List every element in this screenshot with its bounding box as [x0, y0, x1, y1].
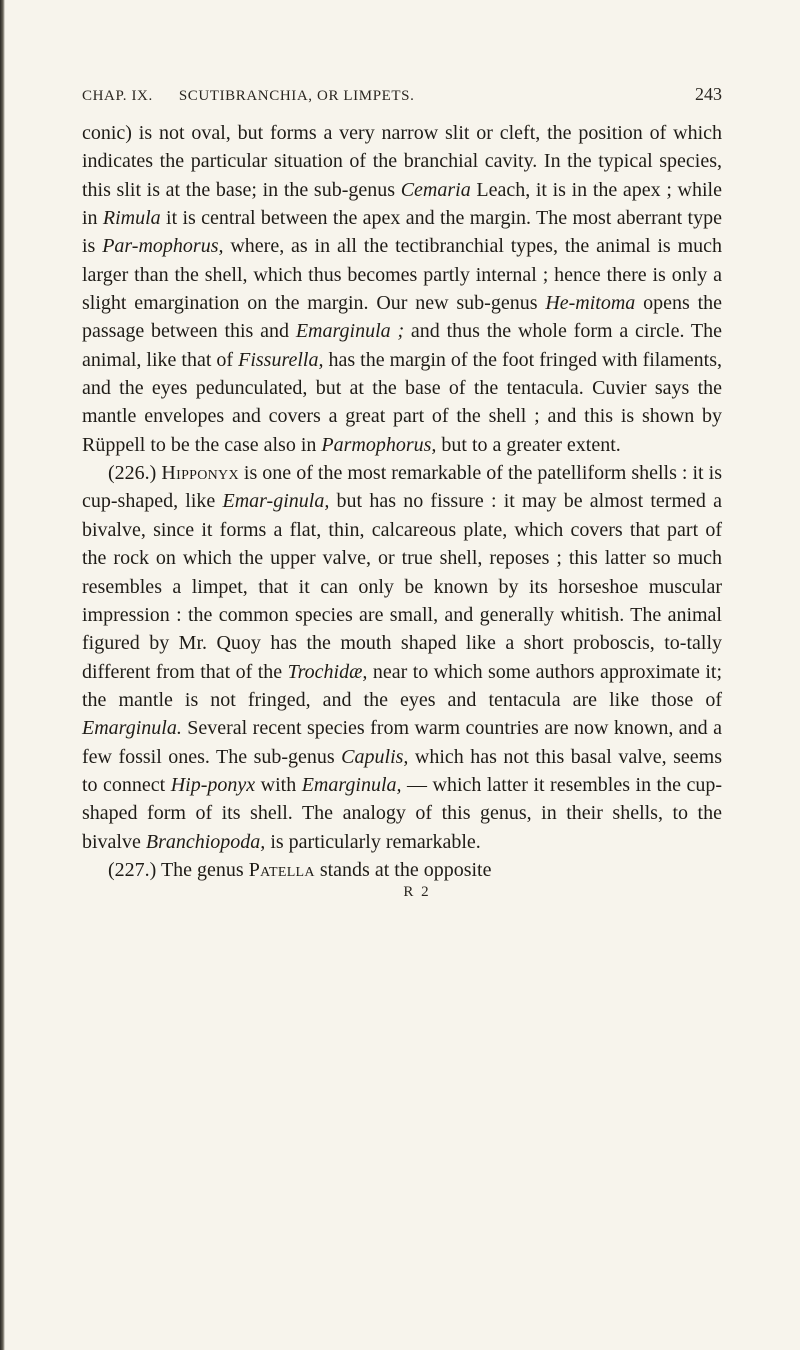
text-run: near to which some authors approximate it; the mantle is not fringed, and the eyes and tentacula are like those of [82, 660, 722, 711]
italic-term: Emarginula, [301, 773, 402, 796]
paragraph-continuation [82, 119, 722, 459]
paragraph-227 [82, 856, 722, 884]
small-caps-term: Patella [248, 858, 315, 881]
page-binding-edge [0, 0, 5, 1350]
chapter-label: CHAP. IX. [82, 88, 153, 104]
text-run: stands at the opposite [314, 858, 492, 881]
text-run: (226.) [108, 462, 162, 485]
body-text [82, 119, 722, 884]
italic-term: Capulis, [341, 745, 409, 768]
text-run: and thus the whole form a circle. The animal, like that of [82, 320, 722, 371]
text-run: is one of the most remarkable of the patelliform shells : it is cup-shaped, like [82, 462, 722, 513]
italic-term: Emarginula. [82, 717, 182, 740]
italic-term: Emar-ginula, [222, 490, 330, 513]
italic-term: Trochidæ, [287, 660, 368, 683]
italic-term: Par-mophorus, [102, 235, 224, 258]
italic-term: Parmophorus, [321, 433, 437, 456]
text-run: conic) is not oval, but forms a very narrow slit or cleft, the position of which indicates the particular situation of the branchial cavity. In the typical species, this slit is at the base; in the sub-genus [82, 122, 722, 201]
text-run: but has no fissure : it may be almost termed a bivalve, since it forms a flat, thin, calcareous plate, which covers that part of the rock on which the upper valve, or true shell, reposes ; this latter so much resembles a limpet, that it can only be known by its horseshoe muscular impression : the common species are small, and generally whitish. The animal figured by Mr. Quoy has the mouth shaped like a short proboscis, to-tally different from that of the [82, 490, 722, 683]
italic-term: Fissurella, [238, 348, 324, 371]
text-run: it is central between the apex and the margin. The most aberrant type is [82, 207, 722, 258]
signature-mark: R 2 [403, 884, 431, 901]
italic-term: Branchiopoda, [145, 830, 266, 853]
text-run: opens the passage between this and [82, 292, 723, 343]
text-run: (227.) The genus [108, 858, 249, 881]
italic-term: Emarginula ; [295, 320, 405, 343]
text-run: has the margin of the foot fringed with filaments, and the eyes pedunculated, but at the base of the tentacula. Cuvier says the mantle envelopes and covers a great part of the shell ; and this is shown by Rüppell to be the case also in [82, 348, 722, 456]
text-run: but to a greater extent. [436, 433, 621, 456]
running-head-left [82, 88, 414, 105]
small-caps-term: Hipponyx [161, 462, 239, 485]
chapter-title: SCUTIBRANCHIA, OR LIMPETS. [178, 88, 415, 104]
text-run: with [255, 773, 302, 796]
italic-term: He-mitoma [545, 292, 636, 315]
italic-term: Rimula [102, 207, 161, 230]
text-run: — which latter it resembles in the cup-shaped form of its shell. The analogy of this genus, in their shells, to the bivalve [82, 773, 723, 853]
text-run: Several recent species from warm countries are now known, and a few fossil ones. The sub-genus [82, 717, 722, 768]
italic-term: Hip-ponyx [170, 773, 256, 796]
text-run: where, as in all the tectibranchial types, the animal is much larger than the shell, which thus becomes partly internal ; hence there is only a slight emargination on the margin. Our new sub-genus [82, 235, 722, 315]
text-run: is particularly remarkable. [265, 830, 481, 853]
page-number: 243 [695, 84, 722, 104]
book-page [82, 84, 722, 901]
text-run: which has not this basal valve, seems to connect [82, 745, 722, 796]
text-run: Leach, it is in the apex ; while in [82, 178, 722, 230]
paragraph-226 [82, 459, 722, 856]
italic-term: Cemaria [400, 178, 471, 201]
running-head [82, 84, 722, 105]
